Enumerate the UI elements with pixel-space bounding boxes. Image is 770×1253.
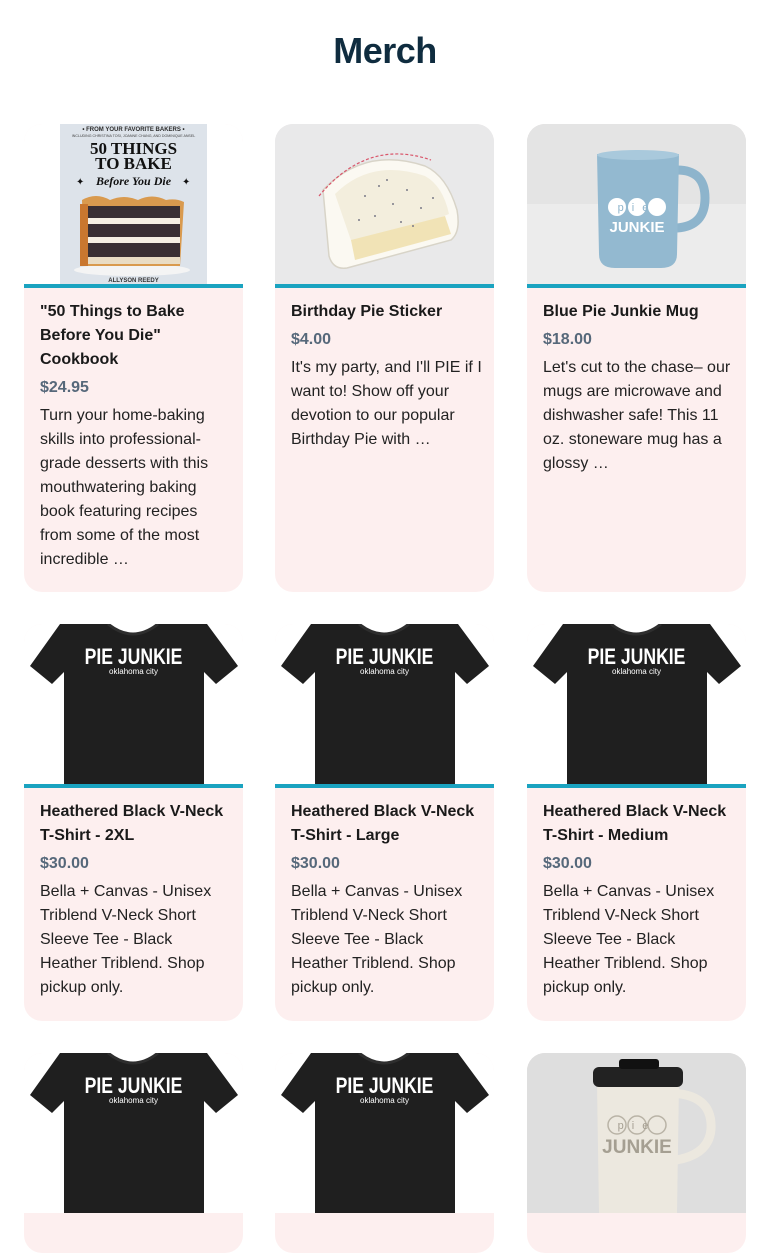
svg-text:✦: ✦ — [76, 177, 85, 188]
product-image[interactable] — [275, 124, 494, 284]
product-card[interactable] — [24, 1053, 243, 1253]
tshirt-icon — [275, 624, 494, 784]
product-image[interactable] — [527, 1053, 746, 1213]
page-title: Merch — [333, 30, 437, 71]
card-accent-bar — [527, 284, 746, 288]
cover-line2: TO BAKE — [95, 154, 172, 173]
product-description: Let's cut to the chase– our mugs are microwave and dishwasher safe! This 11 oz. stoneware mug has a glossy … — [543, 359, 731, 472]
mug-bottom-text: JUNKIE — [602, 1137, 672, 1158]
product-title[interactable]: Heathered Black V-Neck T-Shirt - 2XL — [40, 803, 224, 844]
cover-top-text: • FROM YOUR FAVORITE BAKERS • — [82, 127, 185, 133]
product-card[interactable] — [527, 624, 746, 1021]
product-price: $4.00 — [291, 331, 332, 348]
pie-sticker-icon — [275, 124, 494, 284]
product-price: $24.95 — [40, 379, 89, 396]
shirt-brand-text: PIE JUNKIE — [84, 645, 183, 670]
product-title[interactable]: Heathered Black V-Neck T-Shirt - Medium — [543, 803, 727, 844]
product-card[interactable] — [24, 624, 243, 1021]
shirt-city-text: oklahoma city — [612, 667, 661, 676]
mug-top-text: pie — [617, 1120, 657, 1132]
cookbook-cover-icon — [24, 124, 243, 284]
tshirt-icon — [527, 624, 746, 784]
product-title[interactable]: "50 Things to Bake Before You Die" Cookbook — [40, 303, 185, 368]
shirt-brand-text: PIE JUNKIE — [84, 1074, 183, 1099]
card-accent-bar — [275, 784, 494, 788]
cover-line1: 50 THINGS — [89, 139, 178, 158]
card-accent-bar — [275, 284, 494, 288]
product-price: $30.00 — [40, 855, 89, 872]
product-price: $30.00 — [291, 855, 340, 872]
shirt-city-text: oklahoma city — [360, 667, 409, 676]
product-image[interactable] — [24, 124, 243, 284]
shirt-brand-text: PIE JUNKIE — [335, 1074, 434, 1099]
product-image[interactable] — [527, 624, 746, 784]
card-accent-bar — [24, 784, 243, 788]
product-image[interactable] — [24, 1053, 243, 1213]
product-image[interactable] — [275, 624, 494, 784]
product-card[interactable] — [275, 1053, 494, 1253]
tshirt-icon — [24, 624, 243, 784]
card-accent-bar — [527, 784, 746, 788]
product-image[interactable] — [24, 624, 243, 784]
shirt-brand-text: PIE JUNKIE — [335, 645, 434, 670]
tshirt-icon — [24, 1053, 243, 1213]
product-description: Bella + Canvas - Unisex Triblend V-Neck Short Sleeve Tee - Black Heather Triblend. Shop pickup only. — [40, 883, 212, 996]
product-image[interactable] — [527, 124, 746, 284]
svg-text:✦: ✦ — [182, 177, 191, 188]
card-accent-bar — [24, 284, 243, 288]
shirt-city-text: oklahoma city — [360, 1096, 409, 1105]
shirt-city-text: oklahoma city — [109, 667, 158, 676]
cover-subtext: INCLUDING CHRISTINA TOSI, JOANNE CHANG, AND DOMINIQUE ANSEL — [71, 134, 196, 138]
product-card[interactable] — [527, 1053, 746, 1253]
travel-mug-icon — [527, 1053, 746, 1213]
mug-top-text: pie — [617, 202, 657, 214]
mug-bottom-text: JUNKIE — [609, 219, 665, 236]
product-card[interactable] — [275, 124, 494, 592]
product-title[interactable]: Heathered Black V-Neck T-Shirt - Large — [291, 803, 475, 844]
shirt-city-text: oklahoma city — [109, 1096, 158, 1105]
blue-mug-icon — [527, 124, 746, 284]
tshirt-icon — [275, 1053, 494, 1213]
product-price: $30.00 — [543, 855, 592, 872]
product-description: It's my party, and I'll PIE if I want to! Show off your devotion to our popular Birthday Pie with … — [291, 359, 482, 448]
product-card[interactable] — [24, 124, 243, 592]
product-card[interactable] — [275, 624, 494, 1021]
product-price: $18.00 — [543, 331, 592, 348]
product-description: Bella + Canvas - Unisex Triblend V-Neck Short Sleeve Tee - Black Heather Triblend. Shop pickup only. — [543, 883, 715, 996]
cover-author: ALLYSON REEDY — [108, 278, 159, 284]
product-description: Bella + Canvas - Unisex Triblend V-Neck Short Sleeve Tee - Black Heather Triblend. Shop pickup only. — [291, 883, 463, 996]
cover-line3: Before You Die — [95, 174, 172, 188]
shirt-brand-text: PIE JUNKIE — [587, 645, 686, 670]
product-card[interactable] — [527, 124, 746, 592]
product-title[interactable]: Blue Pie Junkie Mug — [543, 303, 699, 320]
product-image[interactable] — [275, 1053, 494, 1213]
product-title[interactable]: Birthday Pie Sticker — [291, 303, 443, 320]
product-description: Turn your home-baking skills into professional-grade desserts with this mouthwatering baking book featuring recipes from some of the most incredible … — [40, 407, 209, 568]
